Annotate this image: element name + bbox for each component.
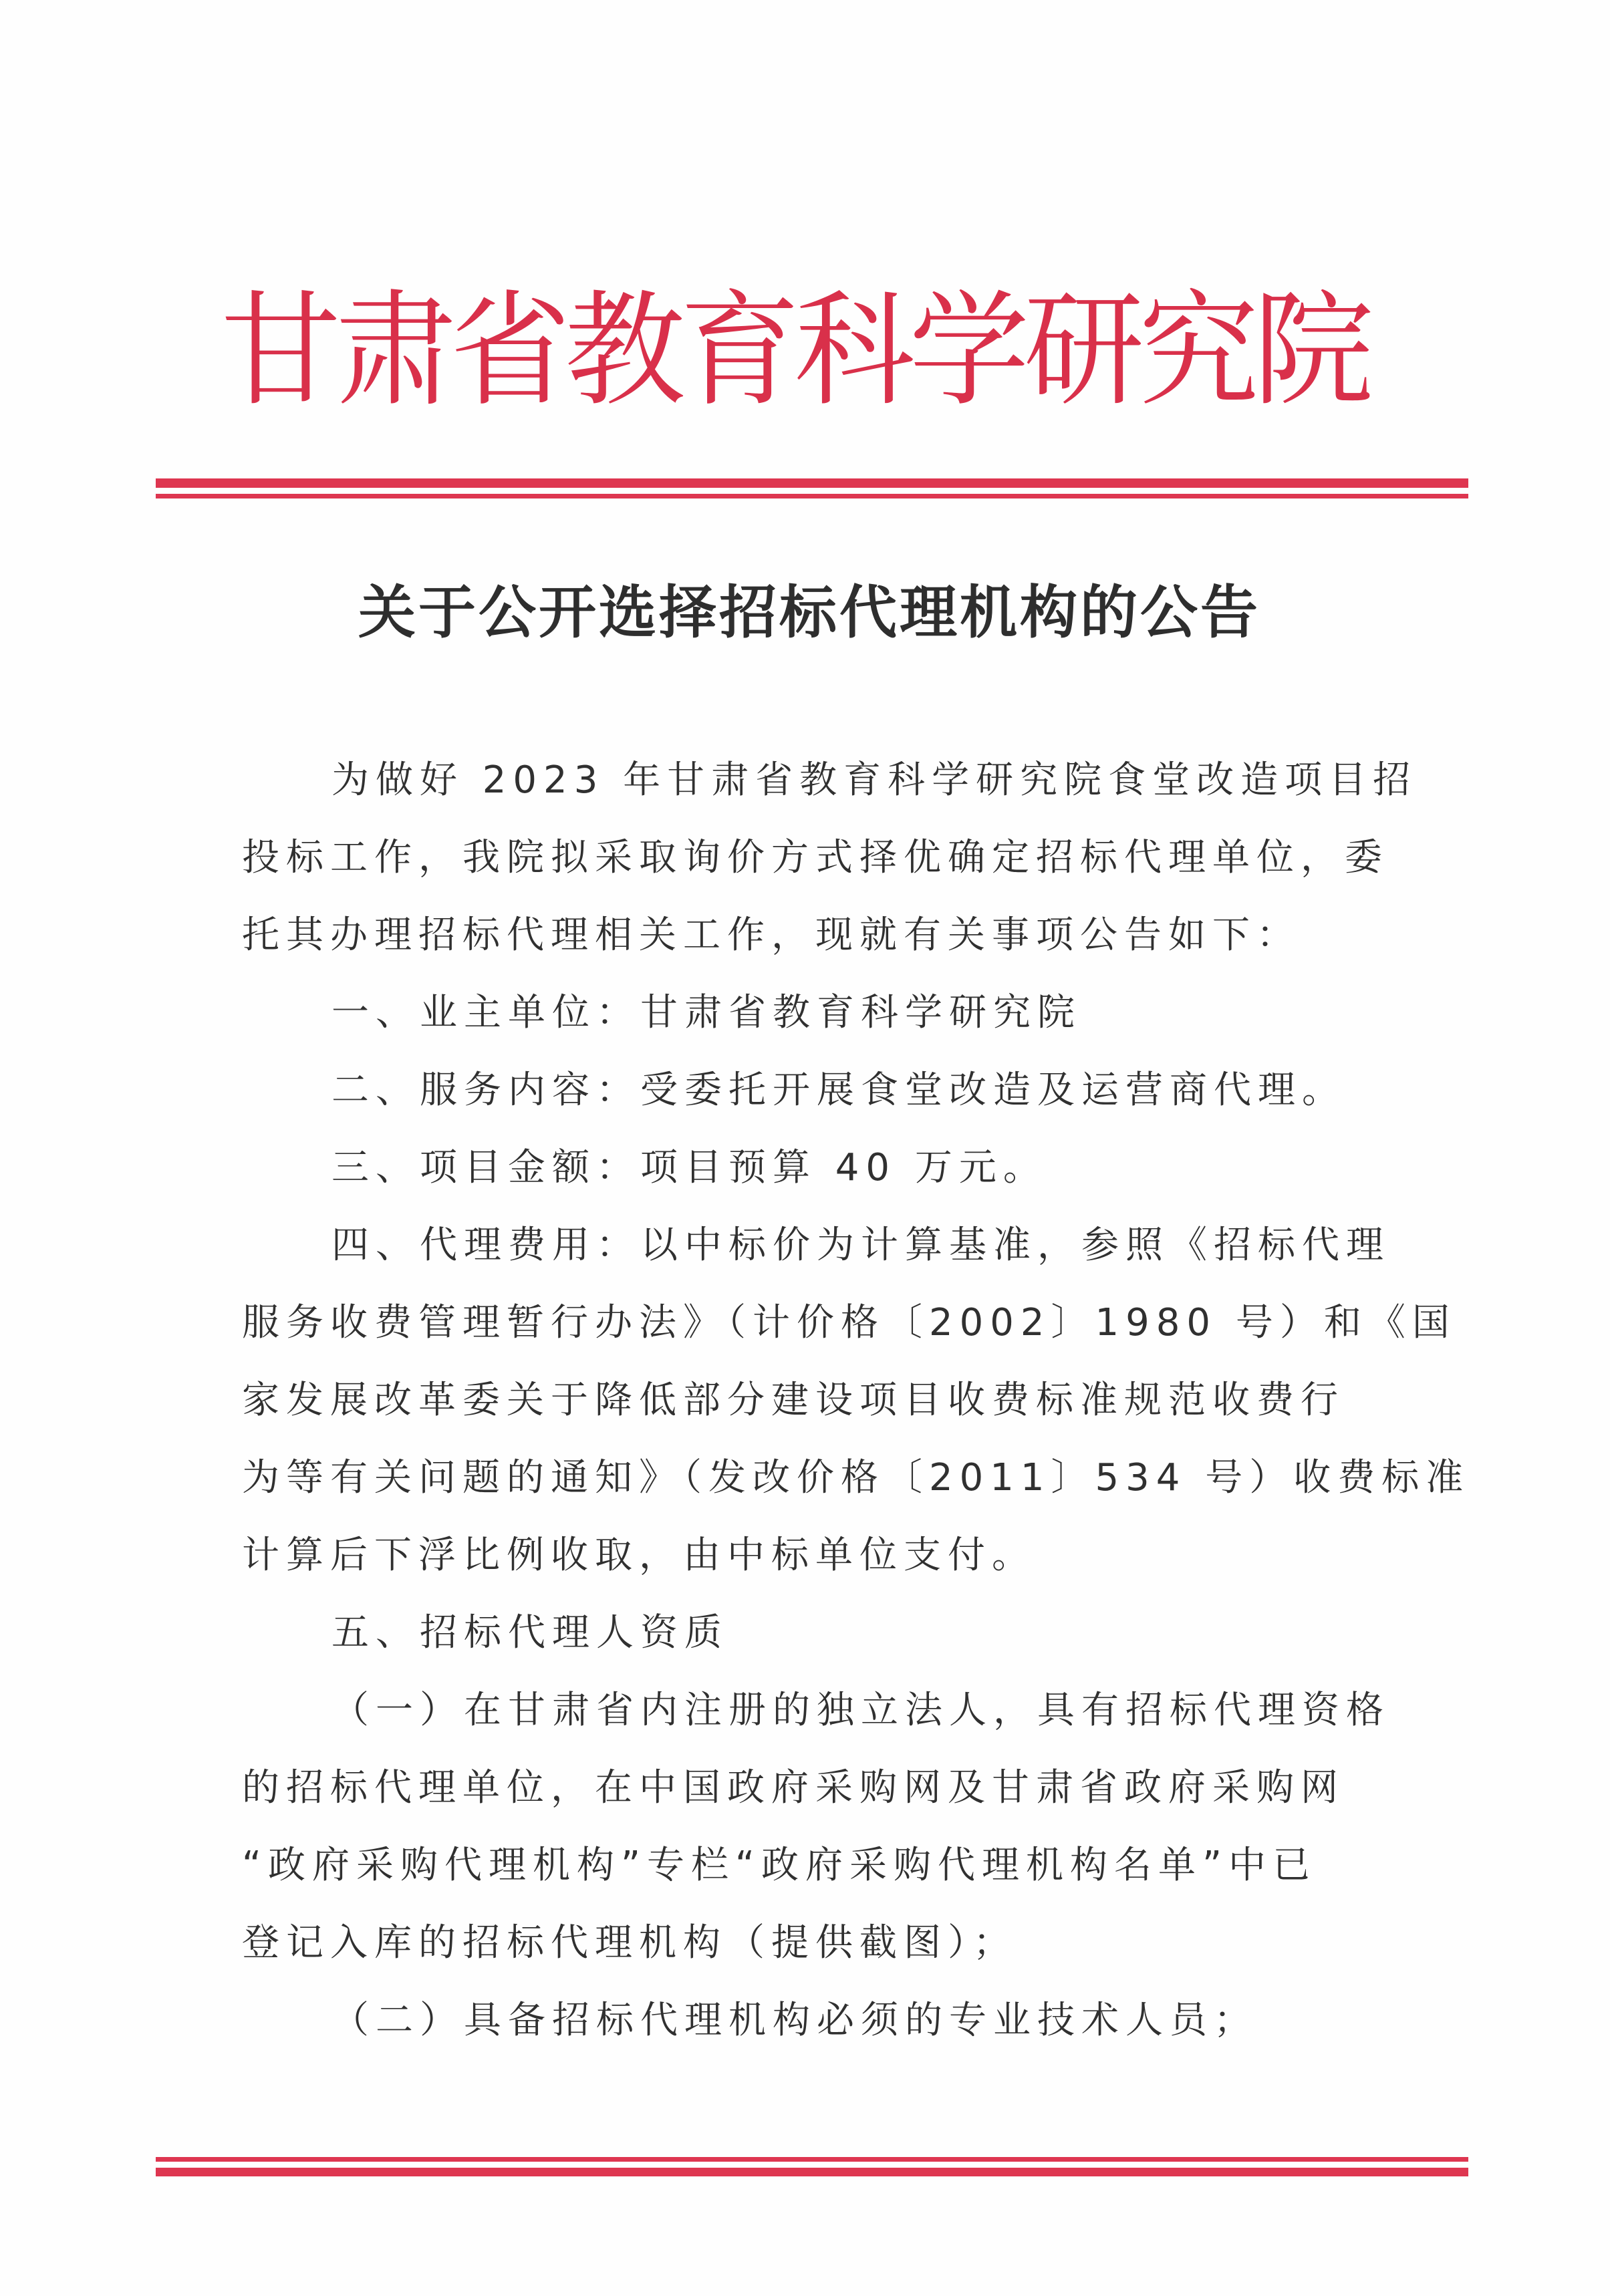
qualification-item-1: （一）在甘肃省内注册的独立法人，具有招标代理资格 <box>331 1689 1390 1732</box>
paragraph-line: 计算后下浮比例收取，由中标单位支付。 <box>242 1534 1036 1577</box>
qualification-item-2: （二）具备招标代理机构必须的专业技术人员； <box>331 1999 1258 2042</box>
footer-rule-thick <box>156 2168 1468 2176</box>
section-service: 二、服务内容：受委托开展食堂改造及运营商代理。 <box>331 1068 1346 1112</box>
footer-rule-thin <box>156 2157 1468 2162</box>
paragraph-line: 家发展改革委关于降低部分建设项目收费标准规范收费行 <box>242 1379 1345 1422</box>
section-amount: 三、项目金额：项目预算 40 万元。 <box>331 1146 1047 1189</box>
paragraph-line: 的招标代理单位，在中国政府采购网及甘肃省政府采购网 <box>242 1766 1345 1810</box>
section-qualification: 五、招标代理人资质 <box>331 1611 728 1655</box>
paragraph-line: 为等有关问题的通知》（发改价格〔2011〕534 号）收费标准 <box>242 1456 1470 1499</box>
paragraph-line: 投标工作，我院拟采取询价方式择优确定招标代理单位，委 <box>242 836 1389 879</box>
paragraph-line: 服务收费管理暂行办法》（计价格〔2002〕1980 号）和《国 <box>242 1301 1456 1344</box>
document-body <box>242 742 1470 2059</box>
paragraph-line: “政府采购代理机构”专栏“政府采购代理机构名单”中已 <box>242 1844 1317 1887</box>
section-fee: 四、代理费用：以中标价为计算基准，参照《招标代理 <box>331 1224 1390 1267</box>
document-title: 关于公开选择招标代理机构的公告 <box>358 579 1260 646</box>
paragraph-line: 为做好 2023 年甘肃省教育科学研究院食堂改造项目招 <box>331 758 1418 802</box>
letterhead-rule-thin <box>156 494 1468 498</box>
paragraph-line: 托其办理招标代理相关工作，现就有关事项公告如下： <box>242 913 1301 957</box>
letterhead-org-name: 甘肃省教育科学研究院 <box>221 278 1368 423</box>
paragraph-line: 登记入库的招标代理机构（提供截图）； <box>242 1921 1017 1965</box>
letterhead-rule-thick <box>156 478 1468 488</box>
section-owner: 一、业主单位：甘肃省教育科学研究院 <box>331 991 1081 1034</box>
